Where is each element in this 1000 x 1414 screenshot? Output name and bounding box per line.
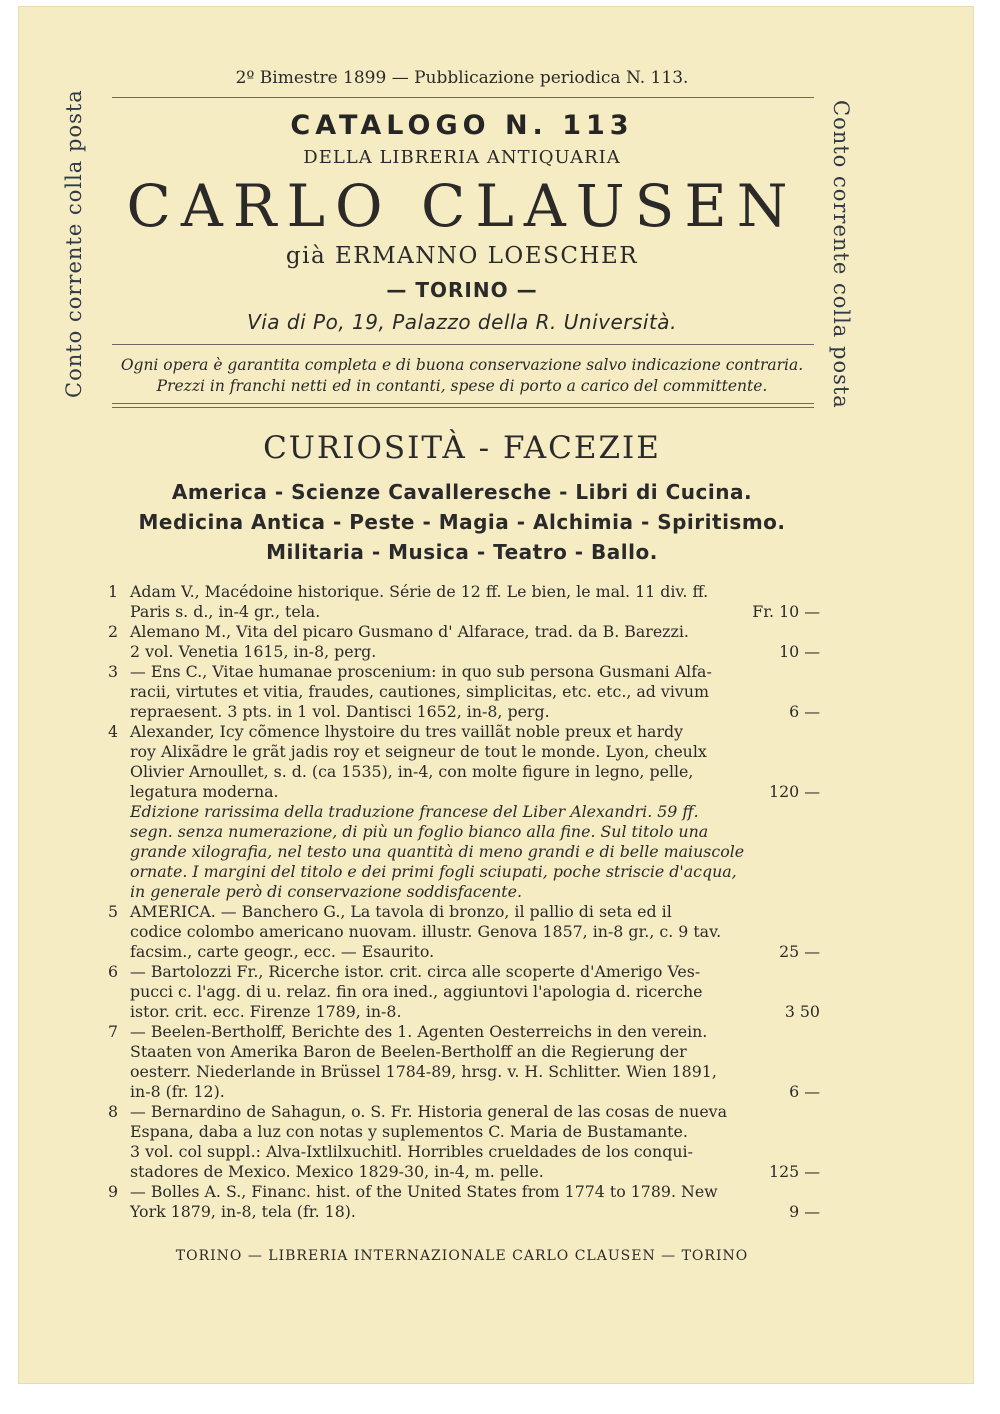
entry-body [130,662,820,722]
entry-text: Paris s. d., in-4 gr., tela. [130,602,321,621]
entry-price: Fr. 10 — [752,602,820,621]
catalogue-entry [108,1102,820,1182]
catalogue-entry [108,1182,820,1222]
entry-body [130,582,820,622]
entry-line [130,762,820,782]
entry-line [130,722,820,742]
notice-line-2: Prezzi in franchi netti ed in contanti, spese di porto a carico del committente. [156,377,768,395]
entry-line [130,1082,820,1102]
entry-price: 6 — [789,702,820,721]
entry-text: 3 vol. col suppl.: Alva-Ixtlilxuchitl. Horribles crueldades de los conqui- [130,1142,693,1161]
entry-text: roy Alixãdre le grãt jadis roy et seigneur de tout le monde. Lyon, cheulx [130,742,707,761]
catalogue-entry [108,662,820,722]
entry-number: 1 [108,582,119,601]
entry-price: 9 — [789,1202,820,1221]
section-title: CURIOSITÀ - FACEZIE [263,430,661,466]
catalogue-entries [108,582,820,1222]
entry-body [130,962,820,1022]
entry-body [130,622,820,662]
catalogue-entry [108,1022,820,1102]
former-owner: già ERMANNO LOESCHER [285,243,639,269]
right-margin-note: Conto corrente colla posta [829,100,853,409]
entry-line [130,962,820,982]
entry-note-line: segn. senza numerazione, di più un foglio bianco alla fine. Sul titolo una [130,822,709,841]
entry-body [130,722,820,902]
entry-line [130,782,820,802]
entry-note-line: grande xilografia, nel testo una quantità di meno grandi e di belle maiuscole [130,842,745,861]
subject-line-2: Medicina Antica - Peste - Magia - Alchimia - Spiritismo. [138,510,786,534]
notice-line-1: Ogni opera è garantita completa e di buona conservazione salvo indicazione contraria. [120,356,804,374]
left-margin-note: Conto corrente colla posta [62,89,86,398]
entry-price: 3 50 [784,1002,820,1021]
entry-text: codice colombo americano nuovam. illustr. Genova 1857, in-8 gr., c. 9 tav. [130,922,722,941]
entry-text: — Bernardino de Sahagun, o. S. Fr. Historia general de las cosas de nueva [130,1102,728,1121]
entry-body [130,1182,820,1222]
entry-line [130,602,820,622]
entry-line [130,1042,820,1062]
entry-text: Staaten von Amerika Baron de Beelen-Bertholff an die Regierung der [130,1042,687,1061]
entry-note-line: ornate. I margini del titolo e dei primi fogli sciupati, poche striscie d'acqua, [130,862,737,881]
entry-body [130,902,820,962]
notice-top-rule [112,344,814,345]
entry-text: stadores de Mexico. Mexico 1829-30, in-4, m. pelle. [130,1162,544,1181]
entry-line [130,1122,820,1142]
city-line: — TORINO — [386,278,538,302]
entry-text: facsim., carte geogr., ecc. — Esaurito. [130,942,435,961]
subject-line-3: Militaria - Musica - Teatro - Ballo. [266,540,658,564]
entry-note-line: in generale però di conservazione soddisfacente. [130,882,523,901]
entry-number: 5 [108,902,119,921]
entry-line [130,1062,820,1082]
entry-line [130,1102,820,1122]
entry-text: Alexander, Icy cõmence lhystoire du tres vaillãt noble preux et hardy [130,722,684,741]
entry-line [130,902,820,922]
entry-number: 4 [108,722,119,741]
entry-number: 9 [108,1182,119,1201]
entry-line [130,662,820,682]
entry-text: — Bolles A. S., Financ. hist. of the United States from 1774 to 1789. New [130,1182,718,1201]
footer-imprint: TORINO — LIBRERIA INTERNAZIONALE CARLO CLAUSEN — TORINO [175,1248,749,1264]
entry-line [130,1022,820,1042]
entry-number: 2 [108,622,119,641]
entry-text: repraesent. 3 pts. in 1 vol. Dantisci 1652, in-8, perg. [130,702,550,721]
catalogue-number: CATALOGO N. 113 [290,110,634,141]
entry-line [130,702,820,722]
catalogue-entry [108,582,820,622]
entry-number: 7 [108,1022,119,1041]
address-line: Via di Po, 19, Palazzo della R. Università. [247,310,677,334]
entry-line [130,622,820,642]
entry-text: — Bartolozzi Fr., Ricerche istor. crit. circa alle scoperte d'Amerigo Ves- [130,962,701,981]
entry-line [130,1162,820,1182]
entry-line [130,642,820,662]
entry-text: — Ens C., Vitae humanae proscenium: in quo sub persona Gusmani Alfa- [130,662,712,681]
entry-price: 10 — [779,642,820,661]
top-rule [112,97,814,98]
library-type: DELLA LIBRERIA ANTIQUARIA [303,147,621,168]
entry-body [130,1102,820,1182]
entry-text: Adam V., Macédoine historique. Série de 12 ff. Le bien, le mal. 11 div. ff. [130,582,709,601]
entry-price: 25 — [779,942,820,961]
entry-line [130,582,820,602]
catalogue-entry [108,962,820,1022]
entry-line [130,922,820,942]
entry-price: 125 — [769,1162,820,1181]
entry-text: York 1879, in-8, tela (fr. 18). [130,1202,356,1221]
entry-note-line: Edizione rarissima della traduzione francese del Liber Alexandri. 59 ff. [130,802,699,821]
catalogue-entry [108,722,820,902]
entry-line [130,742,820,762]
periodical-line: 2º Bimestre 1899 — Pubblicazione periodica N. 113. [235,68,689,88]
entry-text: legatura moderna. [130,782,279,801]
entry-line [130,942,820,962]
entry-text: — Beelen-Bertholff, Berichte des 1. Agenten Oesterreichs in den verein. [130,1022,708,1041]
bookseller-name: CARLO CLAUSEN [126,172,798,240]
entry-text: 2 vol. Venetia 1615, in-8, perg. [130,642,377,661]
subject-line-1: America - Scienze Cavalleresche - Libri di Cucina. [171,480,753,504]
entry-text: AMERICA. — Banchero G., La tavola di bronzo, il pallio di seta ed il [130,902,672,921]
notice-bottom-rule [112,403,814,408]
entry-text: Olivier Arnoullet, s. d. (ca 1535), in-4, con molte figure in legno, pelle, [130,762,694,781]
entry-text: pucci c. l'agg. di u. relaz. fin ora ined., aggiuntovi l'apologia d. ricerche [130,982,703,1001]
catalogue-entry [108,902,820,962]
entry-line [130,1202,820,1222]
entry-text: istor. crit. ecc. Firenze 1789, in-8. [130,1002,402,1021]
entry-number: 3 [108,662,119,681]
entry-line [130,1142,820,1162]
entry-number: 6 [108,962,119,981]
entry-line [130,982,820,1002]
catalogue-entry [108,622,820,662]
entry-body [130,1022,820,1102]
entry-line [130,1182,820,1202]
entry-price: 120 — [769,782,820,801]
entry-line [130,1002,820,1022]
entry-text: Espana, daba a luz con notas y suplementos C. Maria de Bustamante. [130,1122,688,1141]
entry-text: racii, virtutes et vitia, fraudes, cautiones, simplicitas, etc. etc., ad vivum [130,682,709,701]
entry-line [130,682,820,702]
entry-number: 8 [108,1102,119,1121]
entry-text: oesterr. Niederlande in Brüssel 1784-89, hrsg. v. H. Schlitter. Wien 1891, [130,1062,717,1081]
entry-text: Alemano M., Vita del picaro Gusmano d' Alfarace, trad. da B. Barezzi. [130,622,689,641]
entry-text: in-8 (fr. 12). [130,1082,225,1101]
entry-price: 6 — [789,1082,820,1101]
